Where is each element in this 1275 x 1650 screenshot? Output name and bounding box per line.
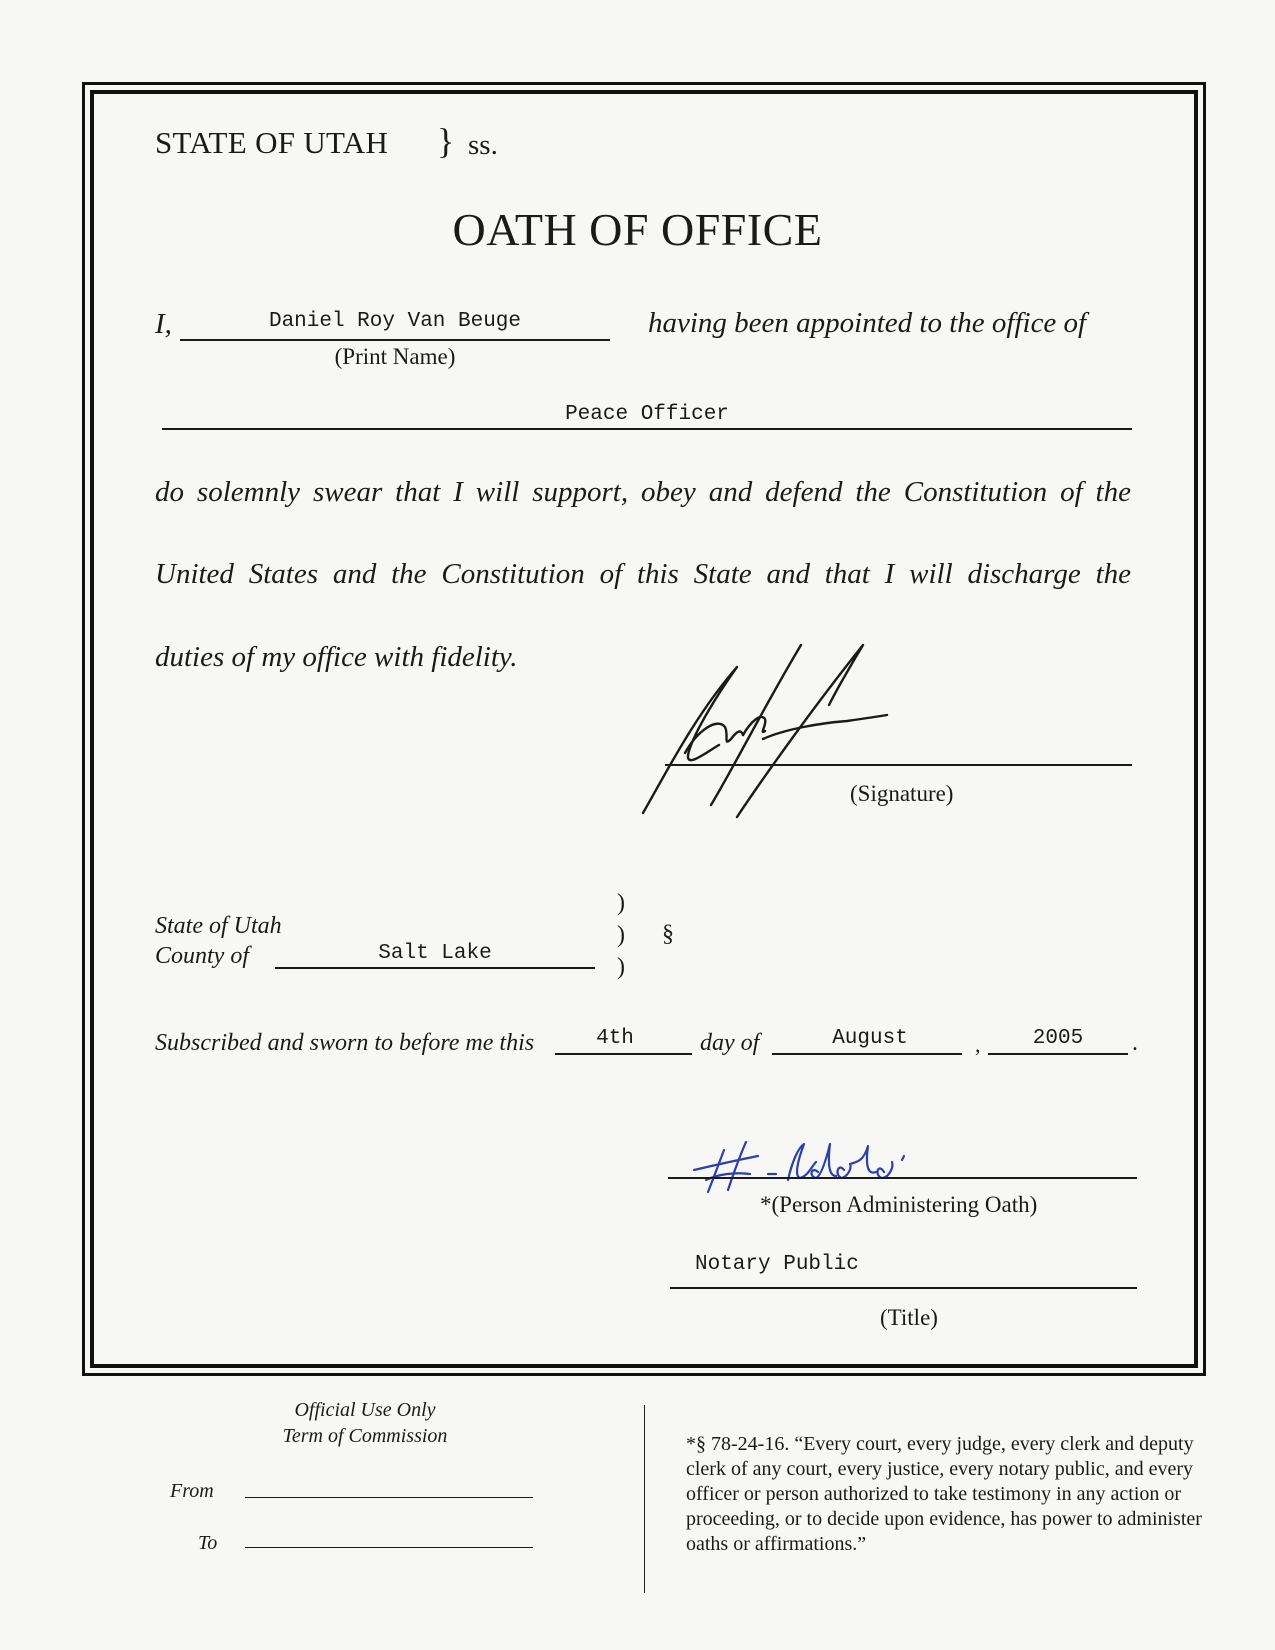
i-label: I, [155, 308, 172, 340]
county-field-line [275, 967, 595, 969]
county-field-value: Salt Lake [378, 942, 492, 965]
from-label: From [170, 1480, 214, 1502]
month-field-line [772, 1053, 962, 1055]
title-field-line [670, 1287, 1137, 1289]
term-of-commission-label: Term of Commission [282, 1425, 448, 1447]
title-field-value: Notary Public [695, 1253, 859, 1276]
office-field-line [162, 428, 1132, 430]
venue-paren-2: ) [617, 922, 625, 948]
day-field-line [555, 1053, 692, 1055]
oath-text-line-1: do solemnly swear that I will support, obey and defend the Constitution of the [155, 476, 1131, 508]
year-field-line [988, 1053, 1128, 1055]
administrator-signature-line [668, 1177, 1137, 1179]
official-use-block [255, 1397, 475, 1449]
venue-paren-1: ) [617, 890, 625, 916]
office-field-value: Peace Officer [565, 403, 729, 426]
name-field-line [180, 339, 610, 341]
footer-divider [644, 1405, 645, 1593]
signature-label: (Signature) [850, 781, 954, 806]
appointed-text: having been appointed to the office of [648, 307, 1087, 339]
year-field-value: 2005 [1032, 1027, 1084, 1050]
to-label: To [198, 1532, 218, 1554]
ss-label: ss. [468, 129, 498, 161]
official-use-heading: Official Use Only [294, 1399, 436, 1421]
sworn-text: Subscribed and sworn to before me this [155, 1030, 535, 1056]
oath-text-line-3: duties of my office with fidelity. [155, 641, 518, 673]
brace-glyph: } [437, 121, 455, 161]
venue-county-label: County of [155, 943, 249, 969]
venue-state-label: State of Utah [155, 913, 282, 939]
name-field-value: Daniel Roy Van Beuge [268, 310, 522, 333]
date-comma: , [975, 1032, 981, 1057]
day-field-value: 4th [596, 1027, 634, 1050]
statute-note: *§ 78-24-16. “Every court, every judge, every clerk and deputy clerk of any court, every justice, every notary public, and every officer or person authorized to take testimony in any action or proceeding, or to decide upon evidence, has power to administer oaths or affirmations.” [686, 1433, 1202, 1555]
month-field-value: August [832, 1027, 908, 1050]
oath-text-line-2: United States and the Constitution of this State and that I will discharge the [155, 558, 1131, 590]
section-symbol: § [662, 921, 674, 947]
venue-paren-3: ) [617, 954, 625, 980]
signature-line [665, 764, 1132, 766]
date-period: . [1132, 1030, 1138, 1056]
print-name-label: (Print Name) [334, 344, 456, 369]
administrator-label: *(Person Administering Oath) [760, 1192, 1038, 1217]
state-heading: STATE OF UTAH [155, 125, 389, 160]
from-field-line [245, 1497, 533, 1498]
title-label: (Title) [880, 1305, 938, 1330]
day-of-text: day of [700, 1030, 760, 1056]
document-title: OATH OF OFFICE [452, 204, 823, 255]
to-field-line [245, 1547, 533, 1548]
